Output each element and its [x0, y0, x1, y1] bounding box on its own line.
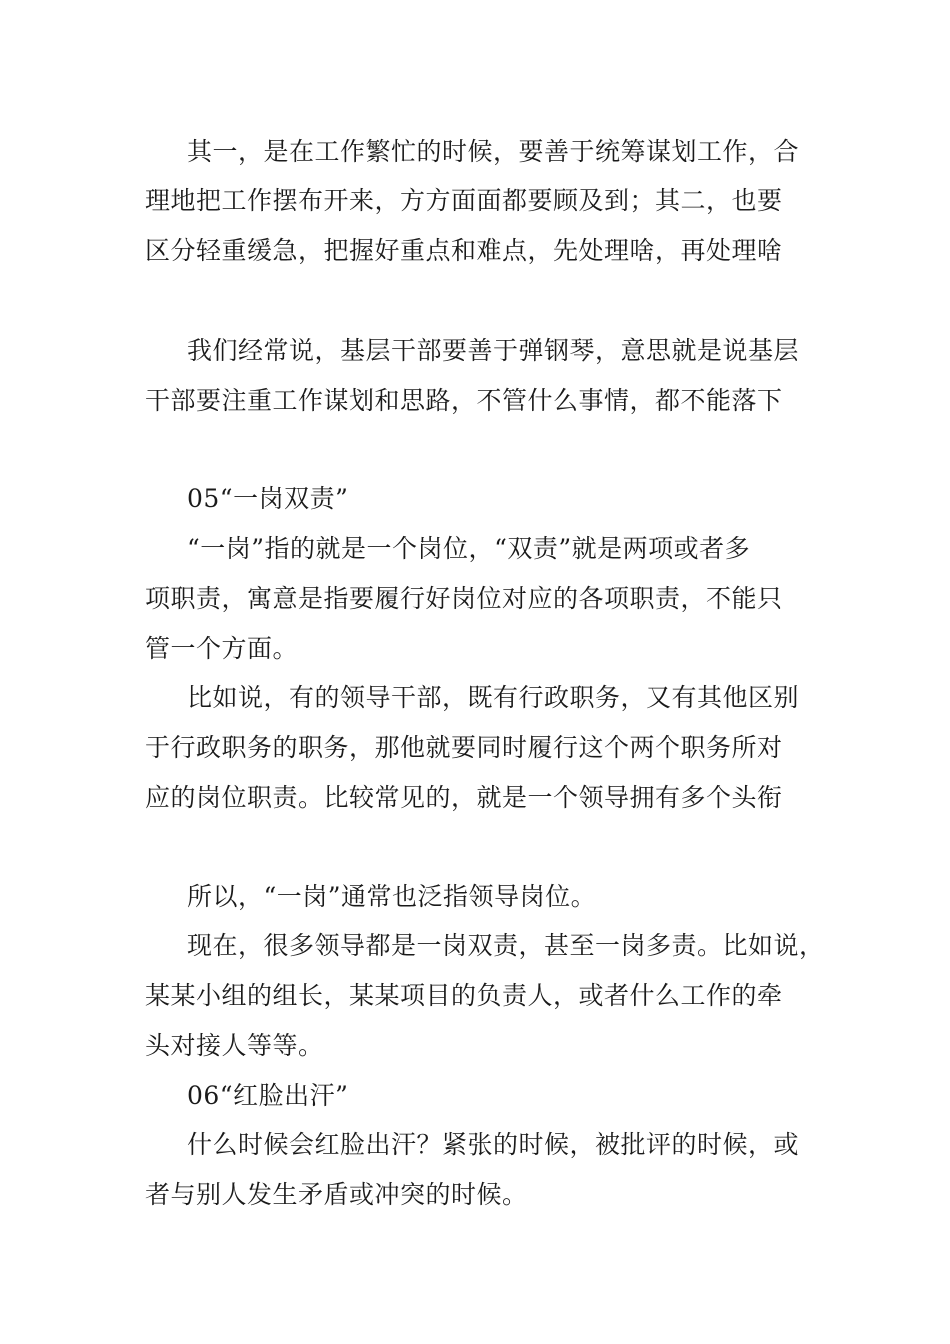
paragraph-line: 理地把工作摆布开来，方方面面都要顾及到；其二，也要 — [145, 186, 783, 215]
paragraph-line: 什么时候会红脸出汗？紧张的时候，被批评的时候，或 — [187, 1130, 800, 1159]
paragraph-line: 现在，很多领导都是一岗双责，甚至一岗多责。比如说， — [187, 931, 825, 960]
paragraph-line: 其一，是在工作繁忙的时候，要善于统筹谋划工作，合 — [187, 137, 800, 166]
section-heading: 06“红脸出汗” — [187, 1081, 349, 1110]
paragraph-line: 比如说，有的领导干部，既有行政职务，又有其他区别 — [187, 683, 800, 712]
paragraph-line: 管一个方面。 — [145, 634, 299, 663]
section-heading: 05“一岗双责” — [187, 484, 349, 513]
paragraph-line: 干部要注重工作谋划和思路，不管什么事情，都不能落下 — [145, 386, 783, 415]
paragraph-line: 所以，“一岗”通常也泛指领导岗位。 — [187, 882, 597, 911]
paragraph-line: 者与别人发生矛盾或冲突的时候。 — [145, 1180, 528, 1209]
paragraph-line: 某某小组的组长，某某项目的负责人，或者什么工作的牵 — [145, 981, 783, 1010]
paragraph-line: 于行政职务的职务，那他就要同时履行这个两个职务所对 — [145, 733, 783, 762]
paragraph-line: 头对接人等等。 — [145, 1031, 324, 1060]
paragraph-line: 项职责，寓意是指要履行好岗位对应的各项职责，不能只 — [145, 584, 783, 613]
paragraph-line: 我们经常说，基层干部要善于弹钢琴，意思就是说基层 — [187, 336, 800, 365]
paragraph-line: 应的岗位职责。比较常见的，就是一个领导拥有多个头衔 — [145, 783, 783, 812]
paragraph-line: “一岗”指的就是一个岗位，“双责”就是两项或者多 — [187, 534, 751, 563]
paragraph-line: 区分轻重缓急，把握好重点和难点，先处理啥，再处理啥 — [145, 236, 783, 265]
